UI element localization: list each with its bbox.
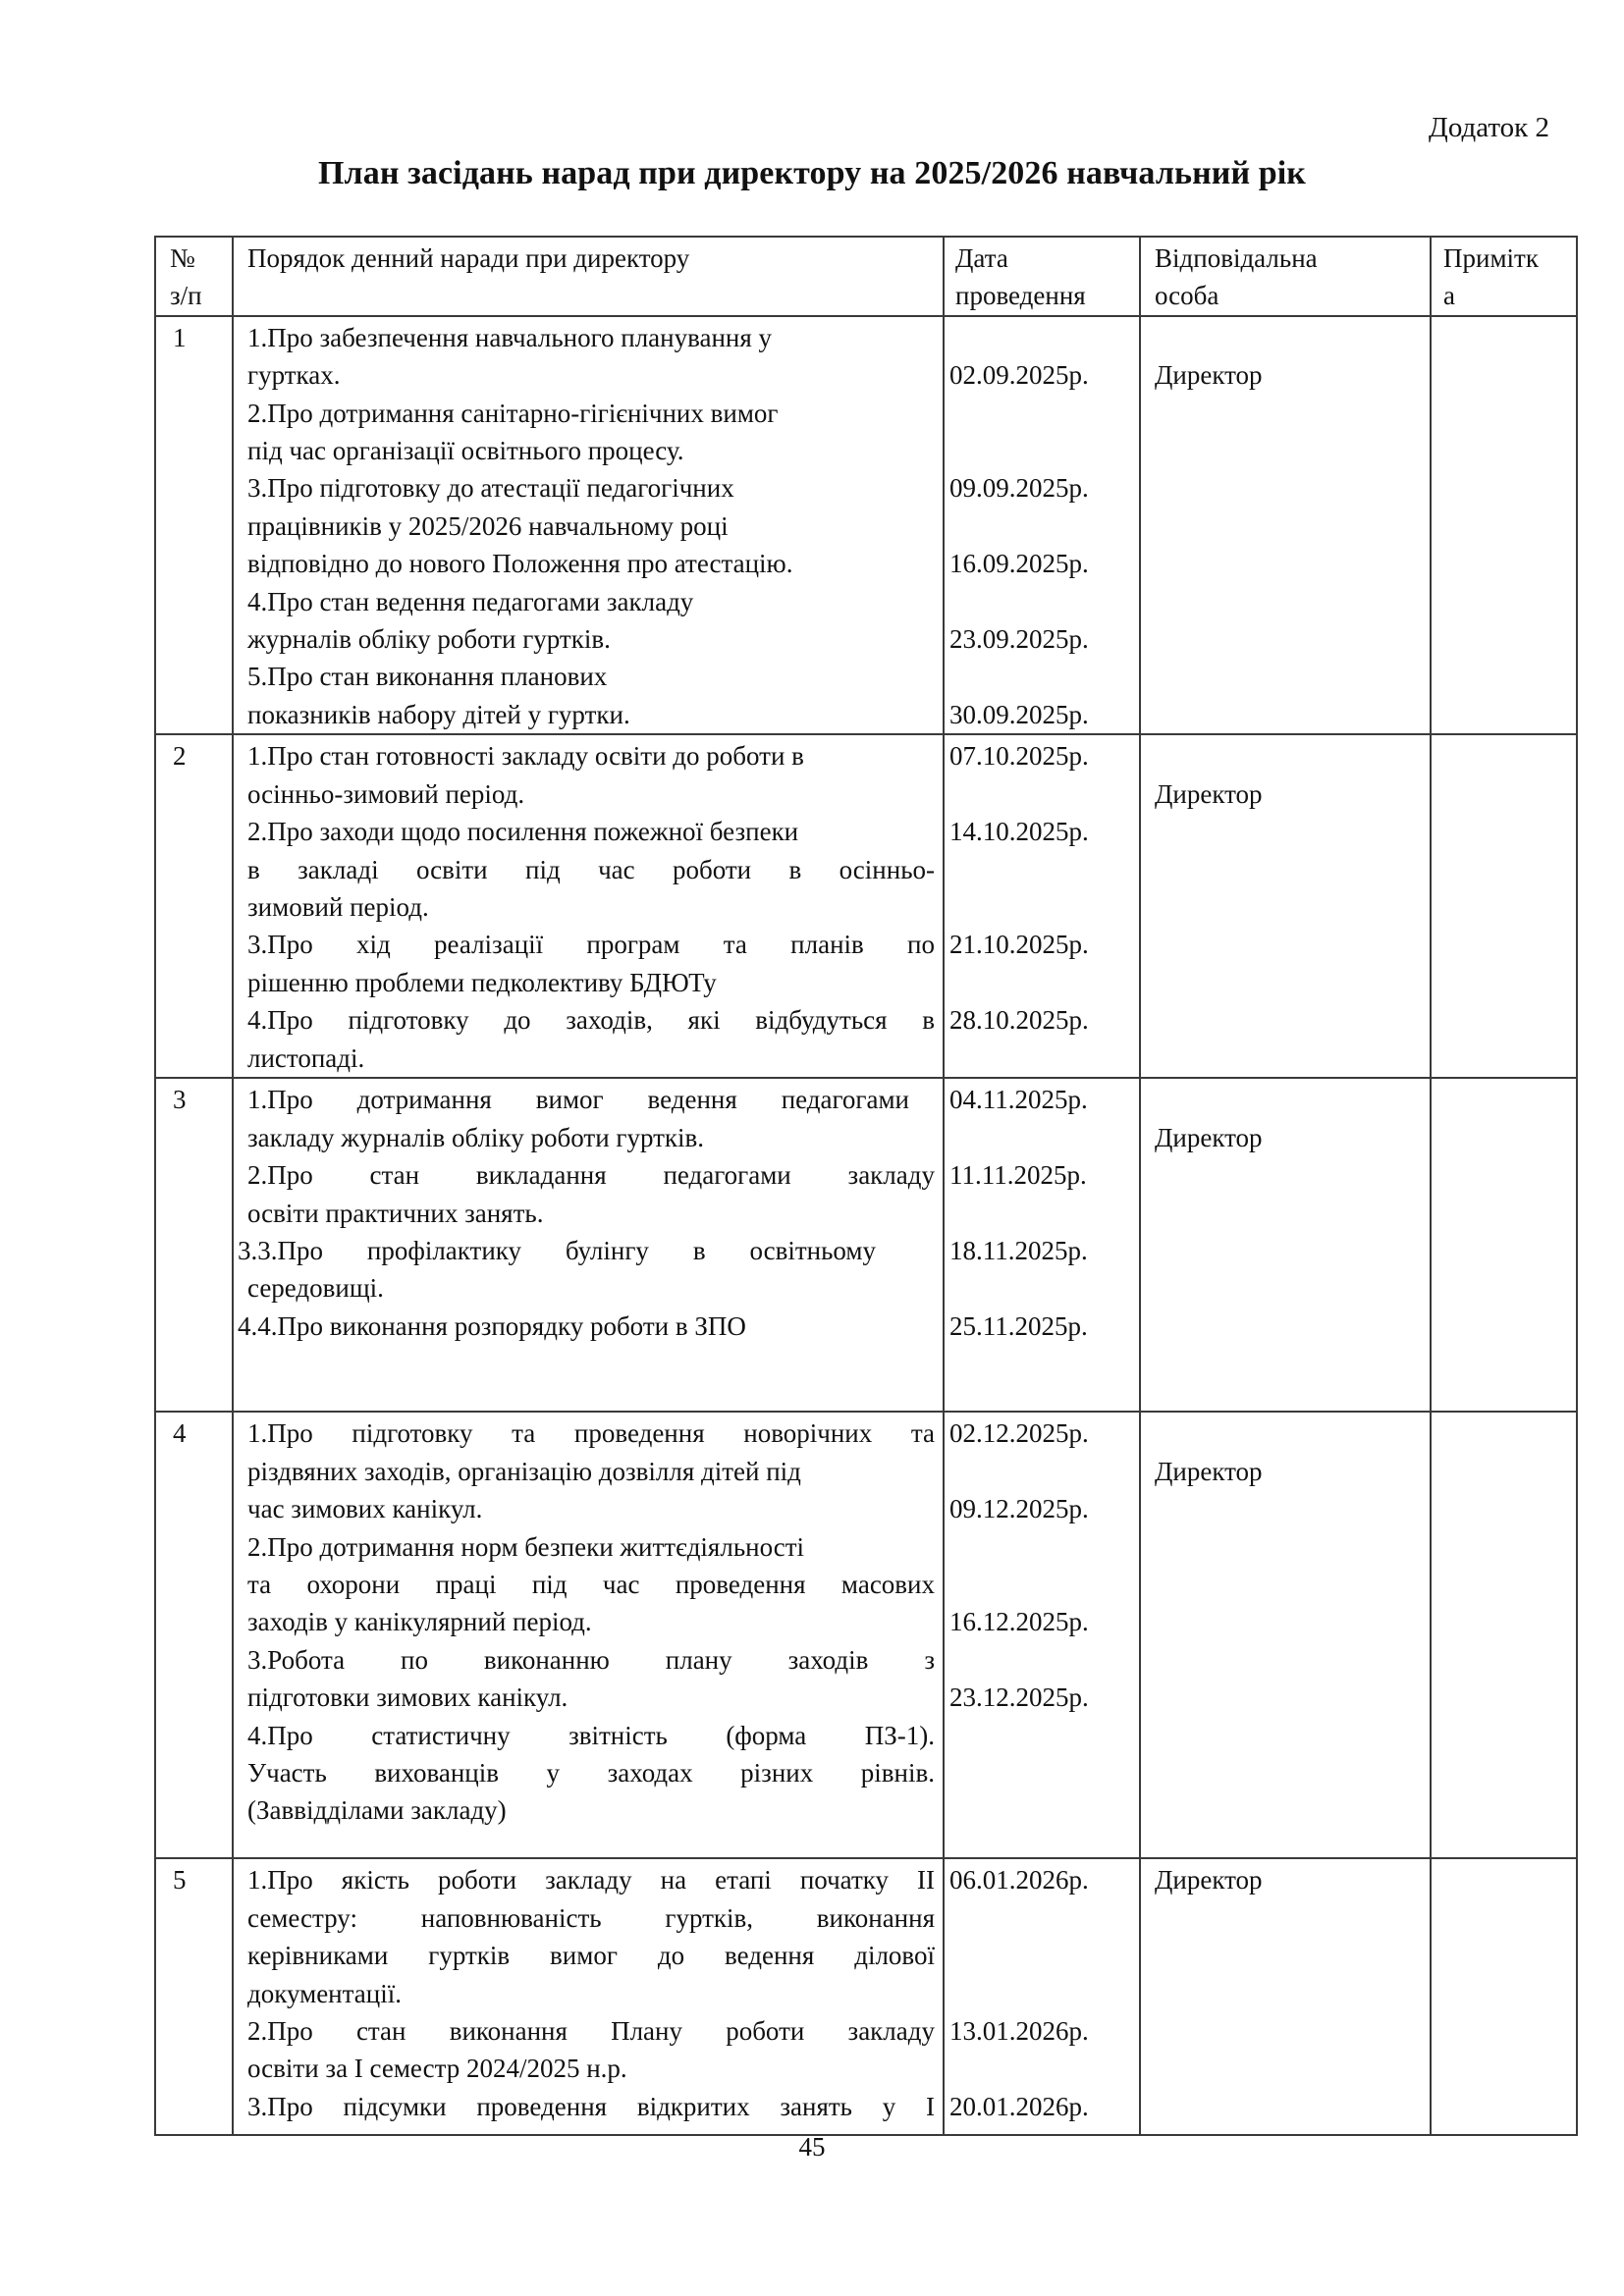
row-dates bbox=[944, 1078, 1140, 1412]
agenda-line: документації. bbox=[247, 1978, 402, 2008]
header-responsible-line: Відповідальна bbox=[1155, 243, 1318, 273]
agenda-line: під час організації освітнього процесу. bbox=[247, 436, 684, 466]
meeting-date: 02.12.2025р. bbox=[949, 1418, 1089, 1449]
agenda-line: 4.Про стан ведення педагогами закладу bbox=[247, 586, 694, 616]
agenda-line: листопаді. bbox=[247, 1042, 365, 1073]
meeting-date: 30.09.2025р. bbox=[949, 699, 1089, 729]
meeting-date: 28.10.2025р. bbox=[949, 1005, 1089, 1036]
meeting-date: 25.11.2025р. bbox=[949, 1310, 1088, 1341]
row-responsible bbox=[1140, 734, 1431, 1078]
agenda-line: освіти практичних занять. bbox=[247, 1198, 544, 1228]
appendix-label: Додаток 2 bbox=[1429, 112, 1549, 143]
agenda-line: 1.Про дотримання вимог ведення педагогами bbox=[247, 1085, 909, 1115]
agenda-line: закладу журналів обліку роботи гуртків. bbox=[247, 1122, 705, 1152]
row-num bbox=[155, 734, 233, 1078]
header-agenda bbox=[233, 237, 944, 316]
meeting-date: 20.01.2026р. bbox=[949, 2091, 1089, 2121]
row-note bbox=[1431, 734, 1577, 1078]
row-num bbox=[155, 316, 233, 734]
row-note bbox=[1431, 1858, 1577, 2135]
agenda-line: відповідно до нового Положення про атестацію. bbox=[247, 549, 793, 579]
agenda-line: середовищі. bbox=[247, 1273, 384, 1304]
row-num-text: 2 bbox=[173, 741, 187, 772]
meeting-date: 06.01.2026р. bbox=[949, 1865, 1089, 1896]
meeting-date: 23.12.2025р. bbox=[949, 1682, 1089, 1713]
agenda-line: підготовки зимових канікул. bbox=[247, 1682, 568, 1713]
row-dates bbox=[944, 316, 1140, 734]
row-note bbox=[1431, 1412, 1577, 1858]
row-responsible bbox=[1140, 1078, 1431, 1412]
agenda-line: 2.Про стан виконання Плану роботи закладу bbox=[247, 2015, 935, 2046]
table-row bbox=[155, 1078, 1577, 1412]
note-text bbox=[1432, 1859, 1576, 1861]
note-text bbox=[1432, 317, 1576, 319]
agenda-line: (Заввідділами закладу) bbox=[247, 1795, 507, 1826]
page-title: План засідань нарад при директору на 2025/2026 навчальний рік bbox=[318, 155, 1306, 191]
agenda-line: журналів обліку роботи гуртків. bbox=[247, 624, 611, 655]
row-agenda bbox=[233, 1078, 944, 1412]
responsible-person: Директор bbox=[1155, 778, 1263, 809]
row-responsible bbox=[1140, 316, 1431, 734]
row-agenda bbox=[233, 1858, 944, 2135]
agenda-line: семестру: наповнюваність гуртків, виконання bbox=[247, 1902, 935, 1933]
agenda-line: працівників у 2025/2026 навчальному році bbox=[247, 510, 729, 541]
agenda-line: та охорони праці під час проведення масових bbox=[247, 1569, 935, 1599]
row-dates bbox=[944, 1858, 1140, 2135]
row-num bbox=[155, 1858, 233, 2135]
meeting-date: 21.10.2025р. bbox=[949, 930, 1089, 960]
table-row bbox=[155, 316, 1577, 734]
header-num bbox=[155, 237, 233, 316]
row-num-text: 5 bbox=[173, 1865, 187, 1896]
meeting-date: 16.12.2025р. bbox=[949, 1607, 1089, 1637]
row-num-text: 4 bbox=[173, 1418, 187, 1449]
meeting-date: 23.09.2025р. bbox=[949, 623, 1089, 654]
agenda-line: осінньо-зимовий період. bbox=[247, 778, 525, 809]
row-num-text: 1 bbox=[173, 322, 187, 352]
header-date bbox=[944, 237, 1140, 316]
agenda-line: 2.Про дотримання санітарно-гігієнічних вимог bbox=[247, 398, 779, 428]
agenda-line: керівниками гуртків вимог до ведення ділової bbox=[247, 1941, 935, 1971]
header-date-line: Дата bbox=[955, 243, 1008, 273]
agenda-line: 2.Про стан викладання педагогами закладу bbox=[247, 1160, 935, 1191]
agenda-line: 1.Про забезпечення навчального планування у bbox=[247, 322, 773, 352]
agenda-line: заходів у канікулярний період. bbox=[247, 1607, 592, 1637]
table-row bbox=[155, 1412, 1577, 1858]
row-dates bbox=[944, 734, 1140, 1078]
agenda-line: освіти за І семестр 2024/2025 н.р. bbox=[247, 2054, 627, 2084]
row-agenda bbox=[233, 316, 944, 734]
header-num-line: № bbox=[170, 243, 195, 273]
agenda-line: рішенню проблеми педколективу БДЮТу bbox=[247, 967, 717, 997]
agenda-line: 3.Про підсумки проведення відкритих занять у І bbox=[247, 2091, 935, 2121]
header-num-line: з/п bbox=[170, 281, 202, 311]
agenda-line: гуртках. bbox=[247, 360, 341, 391]
agenda-line: 5.Про стан виконання планових bbox=[247, 662, 608, 692]
meetings-plan-table bbox=[154, 236, 1578, 2136]
note-text bbox=[1432, 735, 1576, 737]
header-note bbox=[1431, 237, 1577, 316]
header-note-line: Примітк bbox=[1443, 243, 1539, 273]
meeting-date: 04.11.2025р. bbox=[949, 1085, 1088, 1115]
agenda-line: показників набору дітей у гуртки. bbox=[247, 699, 630, 729]
table-header-row bbox=[155, 237, 1577, 316]
header-agenda-text: Порядок денний наради при директору bbox=[247, 243, 690, 273]
responsible-person: Директор bbox=[1155, 1865, 1263, 1896]
table-row bbox=[155, 734, 1577, 1078]
row-num-text: 3 bbox=[173, 1085, 187, 1115]
note-text bbox=[1432, 1413, 1576, 1415]
agenda-line: зимовий період. bbox=[247, 891, 429, 922]
row-responsible bbox=[1140, 1412, 1431, 1858]
agenda-line: 2.Про заходи щодо посилення пожежної безпеки bbox=[247, 817, 799, 847]
meeting-date: 02.09.2025р. bbox=[949, 360, 1089, 391]
row-num bbox=[155, 1078, 233, 1412]
note-text bbox=[1432, 1079, 1576, 1081]
header-responsible bbox=[1140, 237, 1431, 316]
meeting-date: 09.12.2025р. bbox=[949, 1494, 1089, 1524]
agenda-line: 1.Про підготовку та проведення новорічних та bbox=[247, 1418, 935, 1449]
row-agenda bbox=[233, 734, 944, 1078]
row-agenda bbox=[233, 1412, 944, 1858]
meeting-date: 11.11.2025р. bbox=[949, 1160, 1087, 1191]
row-note bbox=[1431, 1078, 1577, 1412]
responsible-person: Директор bbox=[1155, 1456, 1263, 1486]
row-num bbox=[155, 1412, 233, 1858]
agenda-line: 4.Про підготовку до заходів, які відбудуться в bbox=[247, 1005, 935, 1036]
row-note bbox=[1431, 316, 1577, 734]
agenda-line: в закладі освіти під час роботи в осінньо- bbox=[247, 854, 935, 884]
header-responsible-line: особа bbox=[1155, 281, 1219, 311]
header-date-line: проведення bbox=[955, 281, 1086, 311]
agenda-line: 4.4.Про виконання розпорядку роботи в ЗПО bbox=[238, 1310, 746, 1341]
table-row bbox=[155, 1858, 1577, 2135]
row-responsible bbox=[1140, 1858, 1431, 2135]
agenda-line: 3.Про підготовку до атестації педагогічних bbox=[247, 473, 734, 504]
meeting-date: 07.10.2025р. bbox=[949, 741, 1089, 772]
meeting-date: 14.10.2025р. bbox=[949, 817, 1089, 847]
agenda-line: 3.Про хід реалізації програм та планів по bbox=[247, 930, 935, 960]
meeting-date: 18.11.2025р. bbox=[949, 1235, 1088, 1265]
meeting-date: 09.09.2025р. bbox=[949, 473, 1089, 504]
responsible-person: Директор bbox=[1155, 360, 1263, 391]
agenda-line: 2.Про дотримання норм безпеки життєдіяльності bbox=[247, 1531, 805, 1562]
agenda-line: Участь вихованців у заходах різних рівнів. bbox=[247, 1757, 935, 1788]
agenda-line: 3.Робота по виконанню плану заходів з bbox=[247, 1644, 935, 1675]
header-note-line: а bbox=[1443, 281, 1455, 311]
agenda-line: 1.Про стан готовності закладу освіти до роботи в bbox=[247, 741, 804, 772]
row-dates bbox=[944, 1412, 1140, 1858]
meeting-date: 16.09.2025р. bbox=[949, 549, 1089, 579]
page-number: 45 bbox=[798, 2132, 826, 2162]
meeting-date: 13.01.2026р. bbox=[949, 2015, 1089, 2046]
agenda-line: 4.Про статистичну звітність (форма ПЗ-1). bbox=[247, 1720, 935, 1750]
agenda-line: різдвяних заходів, організацію дозвілля дітей під bbox=[247, 1456, 801, 1486]
agenda-line: час зимових канікул. bbox=[247, 1494, 483, 1524]
responsible-person: Директор bbox=[1155, 1122, 1263, 1152]
agenda-line: 1.Про якість роботи закладу на етапі початку ІІ bbox=[247, 1865, 935, 1896]
agenda-line: 3.3.Про профілактику булінгу в освітньому bbox=[238, 1235, 876, 1265]
